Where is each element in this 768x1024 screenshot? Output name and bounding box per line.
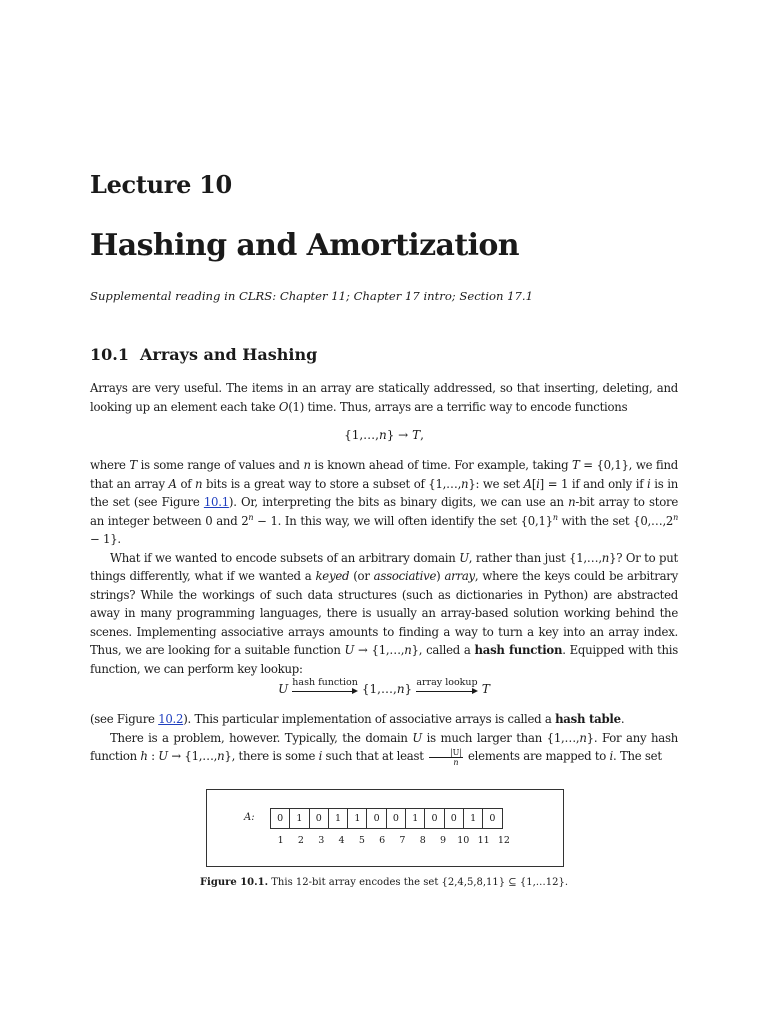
equation-2: U hash function {1,…,n} array lookup T	[278, 677, 490, 696]
paragraph-5: There is a problem, however. Typically, the domain U is much larger than {1,…,n}. For any hash function h : U → {1,…,n}, there is some i such that at least $\frac{|U|}{n}$ elements are mapped to i. The set	[90, 730, 678, 767]
array-cell: 0	[270, 808, 290, 829]
supplemental-reading: Supplemental reading in CLRS: Chapter 11; Chapter 17 intro; Section 17.1	[90, 289, 533, 303]
array-cell: 1	[463, 808, 483, 829]
array-index: 7	[399, 835, 406, 846]
paragraph-3: What if we wanted to encode subsets of an arbitrary domain U, rather than just {1,…,n}? Or to put things differently, what if we wanted a keyed (or associative) array, where the keys could be arbitrary strings? While the workings of such data structures (such as dictionaries in Python) are abstracted away in many programming languages, there is usually an array-based solution working behind the scenes. Implementing associative arrays amounts to finding a way to turn a key into an array index. Thus, we are looking for a suitable function U → {1,…,n}, called a hash function. Equipped with this function, we can perform key lookup:	[90, 550, 678, 676]
array-index: 12	[497, 835, 510, 846]
array-index: 4	[338, 835, 345, 846]
array-label: A:	[244, 812, 255, 823]
array-cell: 1	[289, 808, 309, 829]
figure-caption: Figure 10.1. This 12-bit array encodes the set {2,4,5,8,11} ⊆ {1,…12}.	[199, 877, 569, 888]
paragraph-1: Arrays are very useful. The items in an array are statically addressed, so that inserting, deleting, and looking up an element each take O(1) time. Thus, arrays are a terrific way to encode functions	[90, 381, 678, 414]
array-cell: 1	[328, 808, 348, 829]
bit-array	[270, 808, 503, 829]
section-title: Arrays and Hashing	[140, 345, 318, 364]
fraction-u-over-n: $\frac{|U|}{n}$	[429, 748, 462, 767]
chapter-title: Hashing and Amortization	[90, 228, 520, 263]
array-cell: 0	[309, 808, 329, 829]
array-index: 3	[318, 835, 325, 846]
section-heading	[90, 345, 317, 364]
paragraph-4: (see Figure 10.2). This particular implementation of associative arrays is called a hash table. There is a problem, however. Typically, the domain U is much larger than {1,…,n}. For any hash function h : U → {1,…,n}, there is some i such that at least $\frac{|U|}{n}$ elements are mapped to i. The set	[90, 712, 678, 767]
array-cell: 0	[366, 808, 386, 829]
equation-1: {1,…,n} → T,	[344, 428, 424, 442]
figure-10-2-link[interactable]: 10.2	[158, 712, 184, 726]
array-index: 2	[297, 835, 304, 846]
array-cell: 0	[424, 808, 444, 829]
section-number: 10.1	[90, 345, 129, 364]
paragraph-2: where T is some range of values and n is known ahead of time. For example, taking T = {0,1}, we find that an array A of n bits is a great way to store a subset of {1,…,n}: we set A[i] = 1 if and only if i is in the set (see Figure 10.1). Or, interpreting the bits as binary digits, we can use an n-bit array to store an integer between 0 and $2^n - 1$. In this way, we will often identify the set $\{0,1\}^n$ with the set $\{0,\dots,2^n - 1\}$. What if we wanted to encode subsets of an arbitrary domain U, rather than just {1,…,n}? Or to put things differently, what if we wanted a keyed (or associative) array, where the keys could be arbitrary strings? While the workings of such data structures (such as dictionaries in Python) are abstracted away in many programming languages, there is usually an array-based solution working behind the scenes. Implementing associative arrays amounts to finding a way to turn a key into an array index. Thus, we are looking for a suitable function U → {1,…,n}, called a hash function. Equipped with this function, we can perform key lookup:	[90, 456, 678, 678]
array-index: 9	[440, 835, 447, 846]
array-cell: 0	[386, 808, 406, 829]
bit-indices	[270, 835, 515, 846]
array-index: 6	[379, 835, 386, 846]
array-cell: 1	[347, 808, 367, 829]
array-index: 5	[358, 835, 365, 846]
array-index: 1	[277, 835, 284, 846]
array-index: 10	[457, 835, 470, 846]
array-cell: 0	[482, 808, 502, 829]
array-index: 11	[477, 835, 490, 846]
lecture-label: Lecture 10	[90, 170, 232, 199]
array-cell: 0	[444, 808, 464, 829]
figure-10-1-link[interactable]: 10.1	[203, 495, 229, 509]
array-index: 8	[419, 835, 426, 846]
array-cell: 1	[405, 808, 425, 829]
